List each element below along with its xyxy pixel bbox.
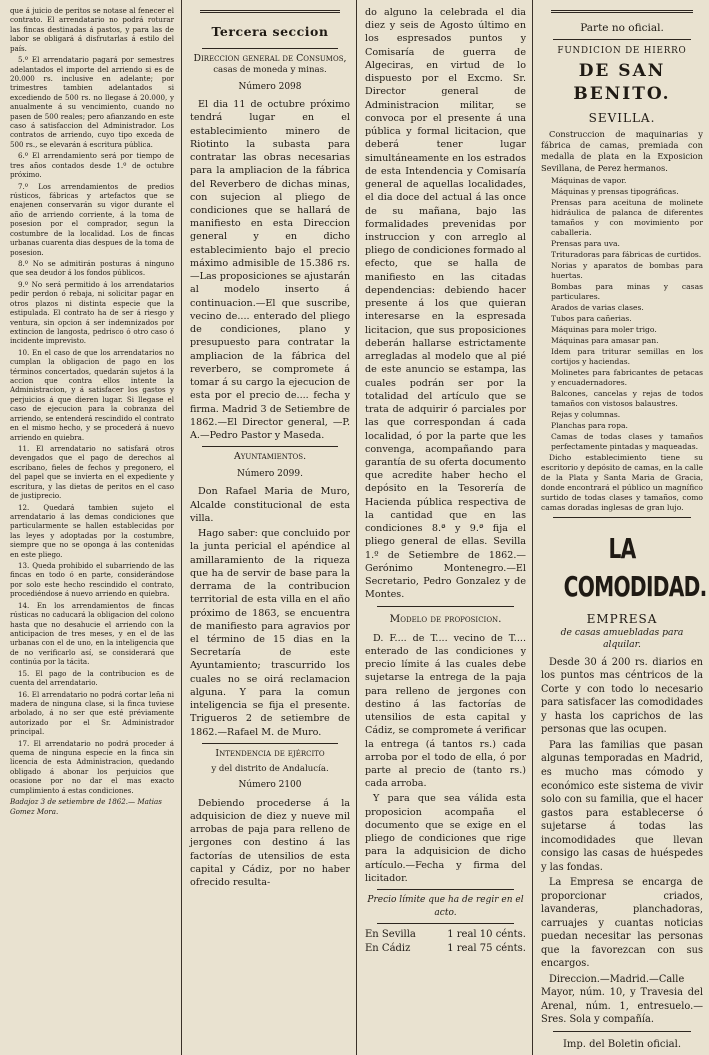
divider xyxy=(553,39,691,40)
divider xyxy=(202,743,338,744)
model-title: Modelo de proposicion. xyxy=(389,612,502,625)
list-item: Molinetes para fabricantes de petacas y encuadernadores. xyxy=(551,368,703,388)
model-body-2: Y para que sea válida esta proposicion acompaña el documento que se exige en el pliego de condiciones que rige para la adquisicion de dicho artículo.—Fecha y firma del licitador. xyxy=(365,793,526,884)
price-note: Precio límite que ha de regir en el acto. xyxy=(367,895,524,918)
column-1 xyxy=(0,0,181,1055)
col1-paragraph: 8.º No se admitirán posturas á ninguno que sea deudor á los fondos públicos. xyxy=(10,258,174,278)
ad-paragraph: La Empresa se encarga de proporcionar criados, lavanderas, planchadoras, carruajes y cuantas noticias puedan necesitar las personas que la favorezcan con sus encargos. xyxy=(541,877,703,970)
announcement-number: Número 2100 xyxy=(238,780,302,791)
list-item: Bombas para minas y casas particulares. xyxy=(551,282,703,302)
col1-paragraph: 15. El pago de la contribucion es de cuenta del arrendatario. xyxy=(10,668,174,688)
ad-empresa: EMPRESA xyxy=(586,611,658,626)
list-item: Arados de varias clases. xyxy=(551,303,644,313)
list-item: Trituradoras para fábricas de curtidos. xyxy=(551,249,702,259)
ad-intro: Construccion de maquinarias y fábrica de camas, premiada con medalla de plata en la Exposicion Sevillana, de Perez hermanos. xyxy=(541,128,703,173)
divider xyxy=(202,48,338,49)
col3-body: do alguno la celebrada el dia diez y seis de Agosto último en los espresados puntos y Comisaría de guerra de Algeciras, en virtud de lo dispuesto por el Excmo. Sr. Director general de Administracion militar, se convoca por el presente á una pública y formal licitacion, que deberá tener lugar simultáneamente en los estrados de esta Intendencia y Comisaría general de aquellas localidades, el dia doce del actual á las once de su mañana, bajo las formalidades prevenidas por instruccion y con arreglo al pliego de condiciones formado al efecto, que se halla de manifiesto en las citadas dependencias: debiendo hacer presente á los que quieran interesarse en la espresada licitacion, que sus proposiciones deberán hallarse estrictamente arregladas al modelo que al pié de este anuncio se estampa, las cuales podrán ser por la totalidad del artículo que se trata de adquirir ó parciales por las que correspondan á cada localidad, ó por la parte que les convenga, acompañando para garantía de su oferta documento que acredite haber hecho el depósito en la Tesorería de Hacienda pública respectiva de la cantidad que en las condiciones 8.ª y 9.ª fija el pliego general de ellas. Sevilla 1.º de Setiembre de 1862.—Gerónimo Montenegro.—El Secretario, Pedro Gonzalez y de Montes. xyxy=(365,7,526,601)
price-row xyxy=(365,942,526,956)
divider xyxy=(377,923,514,924)
ad-body xyxy=(541,656,703,1027)
announcement-number: Número 2099. xyxy=(237,468,303,479)
list-item: Norias y aparatos de bombas para huertas. xyxy=(551,261,703,281)
col1-paragraph: 12. Quedará tambien sujeto el arrendatario á las demas condiciones que particularmente se hallen establecidas por las leyes y adoptadas por la costumbre, siempre que no se oponga á las contenidas en este pliego. xyxy=(10,502,174,559)
list-item: Camas de todas clases y tamaños perfectamente pintadas y maqueadas. xyxy=(551,432,703,452)
heading-caps: Direccion general de Consumos, xyxy=(193,53,347,65)
price-place: En Cádiz xyxy=(365,942,411,954)
col1-paragraph: que á juicio de peritos se notase al fenecer el contrato. El arrendatario no podrá roturar las fincas destinadas á pastos, y para las de labor se obligará á disfrutarlas á estilo del país. xyxy=(10,6,174,53)
model-body: D. F.... de T.... vecino de T.... enterado de las condiciones y precio límite á las cuales debe sujetarse la entrega de la paja para relleno de jergones con destino á las factorías de utensilios de esta capital y Cádiz, se compromete á verificar la entrega (á tantos rs.) cada arroba por el todo de ella, ó por parte al precio de (tanto rs.) cada arroba. xyxy=(365,632,526,790)
divider xyxy=(377,889,514,890)
heading-rest: casas de moneda y minas. xyxy=(213,65,327,75)
ad-paragraph: Desde 30 á 200 rs. diarios en los puntos mas céntricos de la Corte y con todo lo necesario para satisfacer las comodidades y hasta los caprichos de las personas que las ocupen. xyxy=(541,656,703,736)
divider xyxy=(553,1031,691,1032)
list-item: Tubos para cañerias. xyxy=(551,314,632,324)
announcement-body: El dia 11 de octubre próximo tendrá lugar en el establecimiento minero de Riotinto la subasta para contratar las obras necesarias para la ampliacion de la fábrica del Reverbero de dichas minas, con sujecion al pliego de condiciones que se hallará de manifiesto en esta Direccion general y en dicho establecimiento bajo el precio máximo admisible de 15.386 rs.—Las proposiciones se ajustarán al modelo inserto á continuacion.—El que suscribe, vecino de.... enterado del pliego de condiciones, plano y presupuesto para contratar la ampliacion de la fábrica del reverbero, se compromete á tomar á su cargo la ejecucion de esta por el precio de.... fecha y firma. Madrid 3 de Setiembre de 1862.—El Director general, —P. A.—Pedro Pastor y Maseda. xyxy=(190,99,350,441)
divider xyxy=(200,10,340,13)
section-title: Parte no oficial. xyxy=(580,22,664,34)
price-value: 1 real 10 cénts. xyxy=(447,928,526,940)
col1-paragraph: 11. El arrendatario no satisfará otros devengados que el pago de derechos al escribano, fieles de fechos y pregonero, el del papel que se invierta en el expediente y escritura, y las dietas de peritos en el caso de justiprecio. xyxy=(10,443,174,501)
announcement-number: Número 2098 xyxy=(238,81,302,92)
divider xyxy=(202,446,338,447)
col1-paragraph: 6.º El arrendamiento será por tiempo de tres años contados desde 1.º de octubre próximo. xyxy=(10,151,174,180)
ad-paragraph: Direccion.—Madrid.—Calle Mayor, núm. 10, y Travesia del Arenal, núm. 1, entresuelo.—Sres. Sola y compañía. xyxy=(541,973,703,1026)
col1-signature: Badajoz 3 de setiembre de 1862.— Matias Gomez Mora. xyxy=(10,797,162,816)
column-4 xyxy=(532,0,709,1055)
list-item: Idem para triturar semillas en los cortijos y haciendas. xyxy=(551,347,703,367)
col1-paragraph: 7.º Los arrendamientos de predios rústicos, fábricas y artefactos que se enajenen conservarán su vigor durante el año de arriendo corriente, á la toma de posesion por el comprador, segun la costumbre de la localidad. Los de fincas urbanas cuarenta dias despues de la toma de posesion. xyxy=(10,181,174,257)
ad-empresa-subtitle: de casas amuebladas para alquilar. xyxy=(560,626,684,651)
price-value: 1 real 75 cénts. xyxy=(447,942,526,954)
ad-closing: Dicho establecimiento tiene su escritorio y depósito de camas, en la calle de la Plata y Santa Maria de Gracia, donde encontrará el público un magnífico surtido de todas clases y tamaños, como camas doradas inglesas de gran lujo. xyxy=(541,453,703,513)
divider xyxy=(553,517,691,518)
announcement-intro: Don Rafael Maria de Muro, Alcalde constitucional de esta villa. xyxy=(190,486,350,524)
col1-paragraph: 5.º El arrendatario pagará por semestres adelantados el importe del arriendo si es de 20.000 rs. inclusive en adelante; por trimestres tambien adelantados si excediendo de 500 rs. no llegase á 20.000, y anualmente á su vencimiento, cuando no pasen de 500 reales; pero afianzando en este caso á satisfaccion del Administrador. Los contratos de arriendo, cuyo tipo exceda de 500 rs., se elevarán á escritura pública. xyxy=(10,55,174,149)
divider xyxy=(377,606,514,607)
col1-paragraph: 10. En el caso de que los arrendatarios no cumplan la obligacion de pago en los términos concertados, quedarán sujetos á la accion que contra ellos intente la Administracion, y á satisfacer los gastos y perjuicios á que dieren lugar. Si llegase el caso de ejecucion para la cobranza del arriendo, se entenderá rescindido el contrato en el mismo hecho, y se procederá á nuevo arriendo en quiebra. xyxy=(10,347,174,442)
col1-paragraph: 16. El arrendatario no podrá cortar leña ni madera de ninguna clase, si la finca tuviese arbolado, á no ser que esté préviamente autorizado por el Sr. Administrador principal. xyxy=(10,689,174,737)
ad-big-title: LA COMODIDAD. xyxy=(563,532,707,604)
ad-heading: FUNDICION DE HIERRO xyxy=(557,46,687,57)
printer-footer: Imp. del Boletin oficial. xyxy=(562,1038,682,1050)
ad-item-list xyxy=(541,176,703,452)
announcement-body: Hago saber: que concluido por la junta pericial el apéndice al amillaramiento de la riqueza que ha de servir de base para la derrama de la contribucion territorial de esta villa en el año próximo de 1863, se encuentra de manifiesto para agravios por el término de 15 dias en la Secretaría de este Ayuntamiento; trascurrido los cuales no se oirá reclamacion alguna. Y para la comun inteligencia se fija el presente. Trigueros 2 de setiembre de 1862.—Rafael M. de Muro. xyxy=(190,528,350,738)
announcement-heading: Ayuntamientos. xyxy=(233,451,307,463)
list-item: Máquinas de vapor. xyxy=(551,175,627,185)
section-title: Tercera seccion xyxy=(211,24,329,39)
list-item: Planchas para ropa. xyxy=(551,421,628,431)
ad-paragraph: Para las familias que pasan algunas temporadas en Madrid, es mucho mas cómodo y económico este sistema de vivir solo con su familia, que el hacer gastos para establecerse ó sujetarse á todas las incomodidades que llevan consigo las casas de huéspedes y las fondas. xyxy=(541,739,703,873)
price-row xyxy=(365,928,526,942)
divider xyxy=(551,10,693,13)
col1-paragraph: 14. En los arrendamientos de fincas rústicas no caducará la obligacion del colono hasta que no desahucie el arriendo con la anticipacion de tres meses, y en el de las urbanas con el de uno, en la inteligencia que de no verificarlo así, se considerará que continúa por la tácita. xyxy=(10,600,174,667)
col1-paragraph: 17. El arrendatario no podrá proceder á quema de ninguna especie en la finca sin licencia de esta Administracion, quedando obligado á abonar los perjuicios que ocasione por no dar el mas exacto cumplimiento á estas condiciones. xyxy=(10,738,174,795)
column-3 xyxy=(356,0,532,1055)
list-item: Máquinas para amasar pan. xyxy=(551,336,659,346)
list-item: Prensas para uva. xyxy=(551,238,620,248)
announcement-subheading: y del distrito de Andalucía. xyxy=(211,763,329,774)
announcement-heading: Intendencia de ejército xyxy=(215,747,325,759)
list-item: Prensas para aceituna de molinete hidráulica de palanca de diferentes tamaños y con movimiento por caballeria. xyxy=(551,197,703,237)
col1-paragraph: 13. Queda prohibido el subarriendo de las fincas en todo ó en parte, considerándose por solo este hecho rescindido el contrato, procediéndose á nuevo arriendo en quiebra. xyxy=(10,561,174,599)
list-item: Balcones, cancelas y rejas de todos tamaños con vistosos balaustres. xyxy=(551,389,703,409)
ad-title: DE SAN BENITO. xyxy=(573,61,671,105)
announcement-body: Debiendo procederse á la adquisicion de diez y nueve mil arrobas de paja para relleno de jergones con destino á las factorías de utensilios de esta capital y Cádiz, por no haber ofrecido resulta- xyxy=(190,797,350,889)
list-item: Máquinas y prensas tipográficas. xyxy=(551,186,679,196)
list-item: Rejas y columnas. xyxy=(551,410,621,420)
announcement-heading xyxy=(190,53,350,75)
col1-paragraph: 9.º No será permitido á los arrendatarios pedir perdon ó rebaja, ni solicitar pagar en otros plazos ni distinta especie que la estipulada. El contrato ha de ser á riesgo y ventura, sin opcion á ser indemnizados por extincion de langosta, pedrisco ó otro caso ó incidente imprevisto. xyxy=(10,279,174,346)
price-place: En Sevilla xyxy=(365,928,416,940)
ad-city: SEVILLA. xyxy=(588,111,656,126)
list-item: Máquinas para moler trigo. xyxy=(551,325,657,335)
column-2 xyxy=(181,0,356,1055)
